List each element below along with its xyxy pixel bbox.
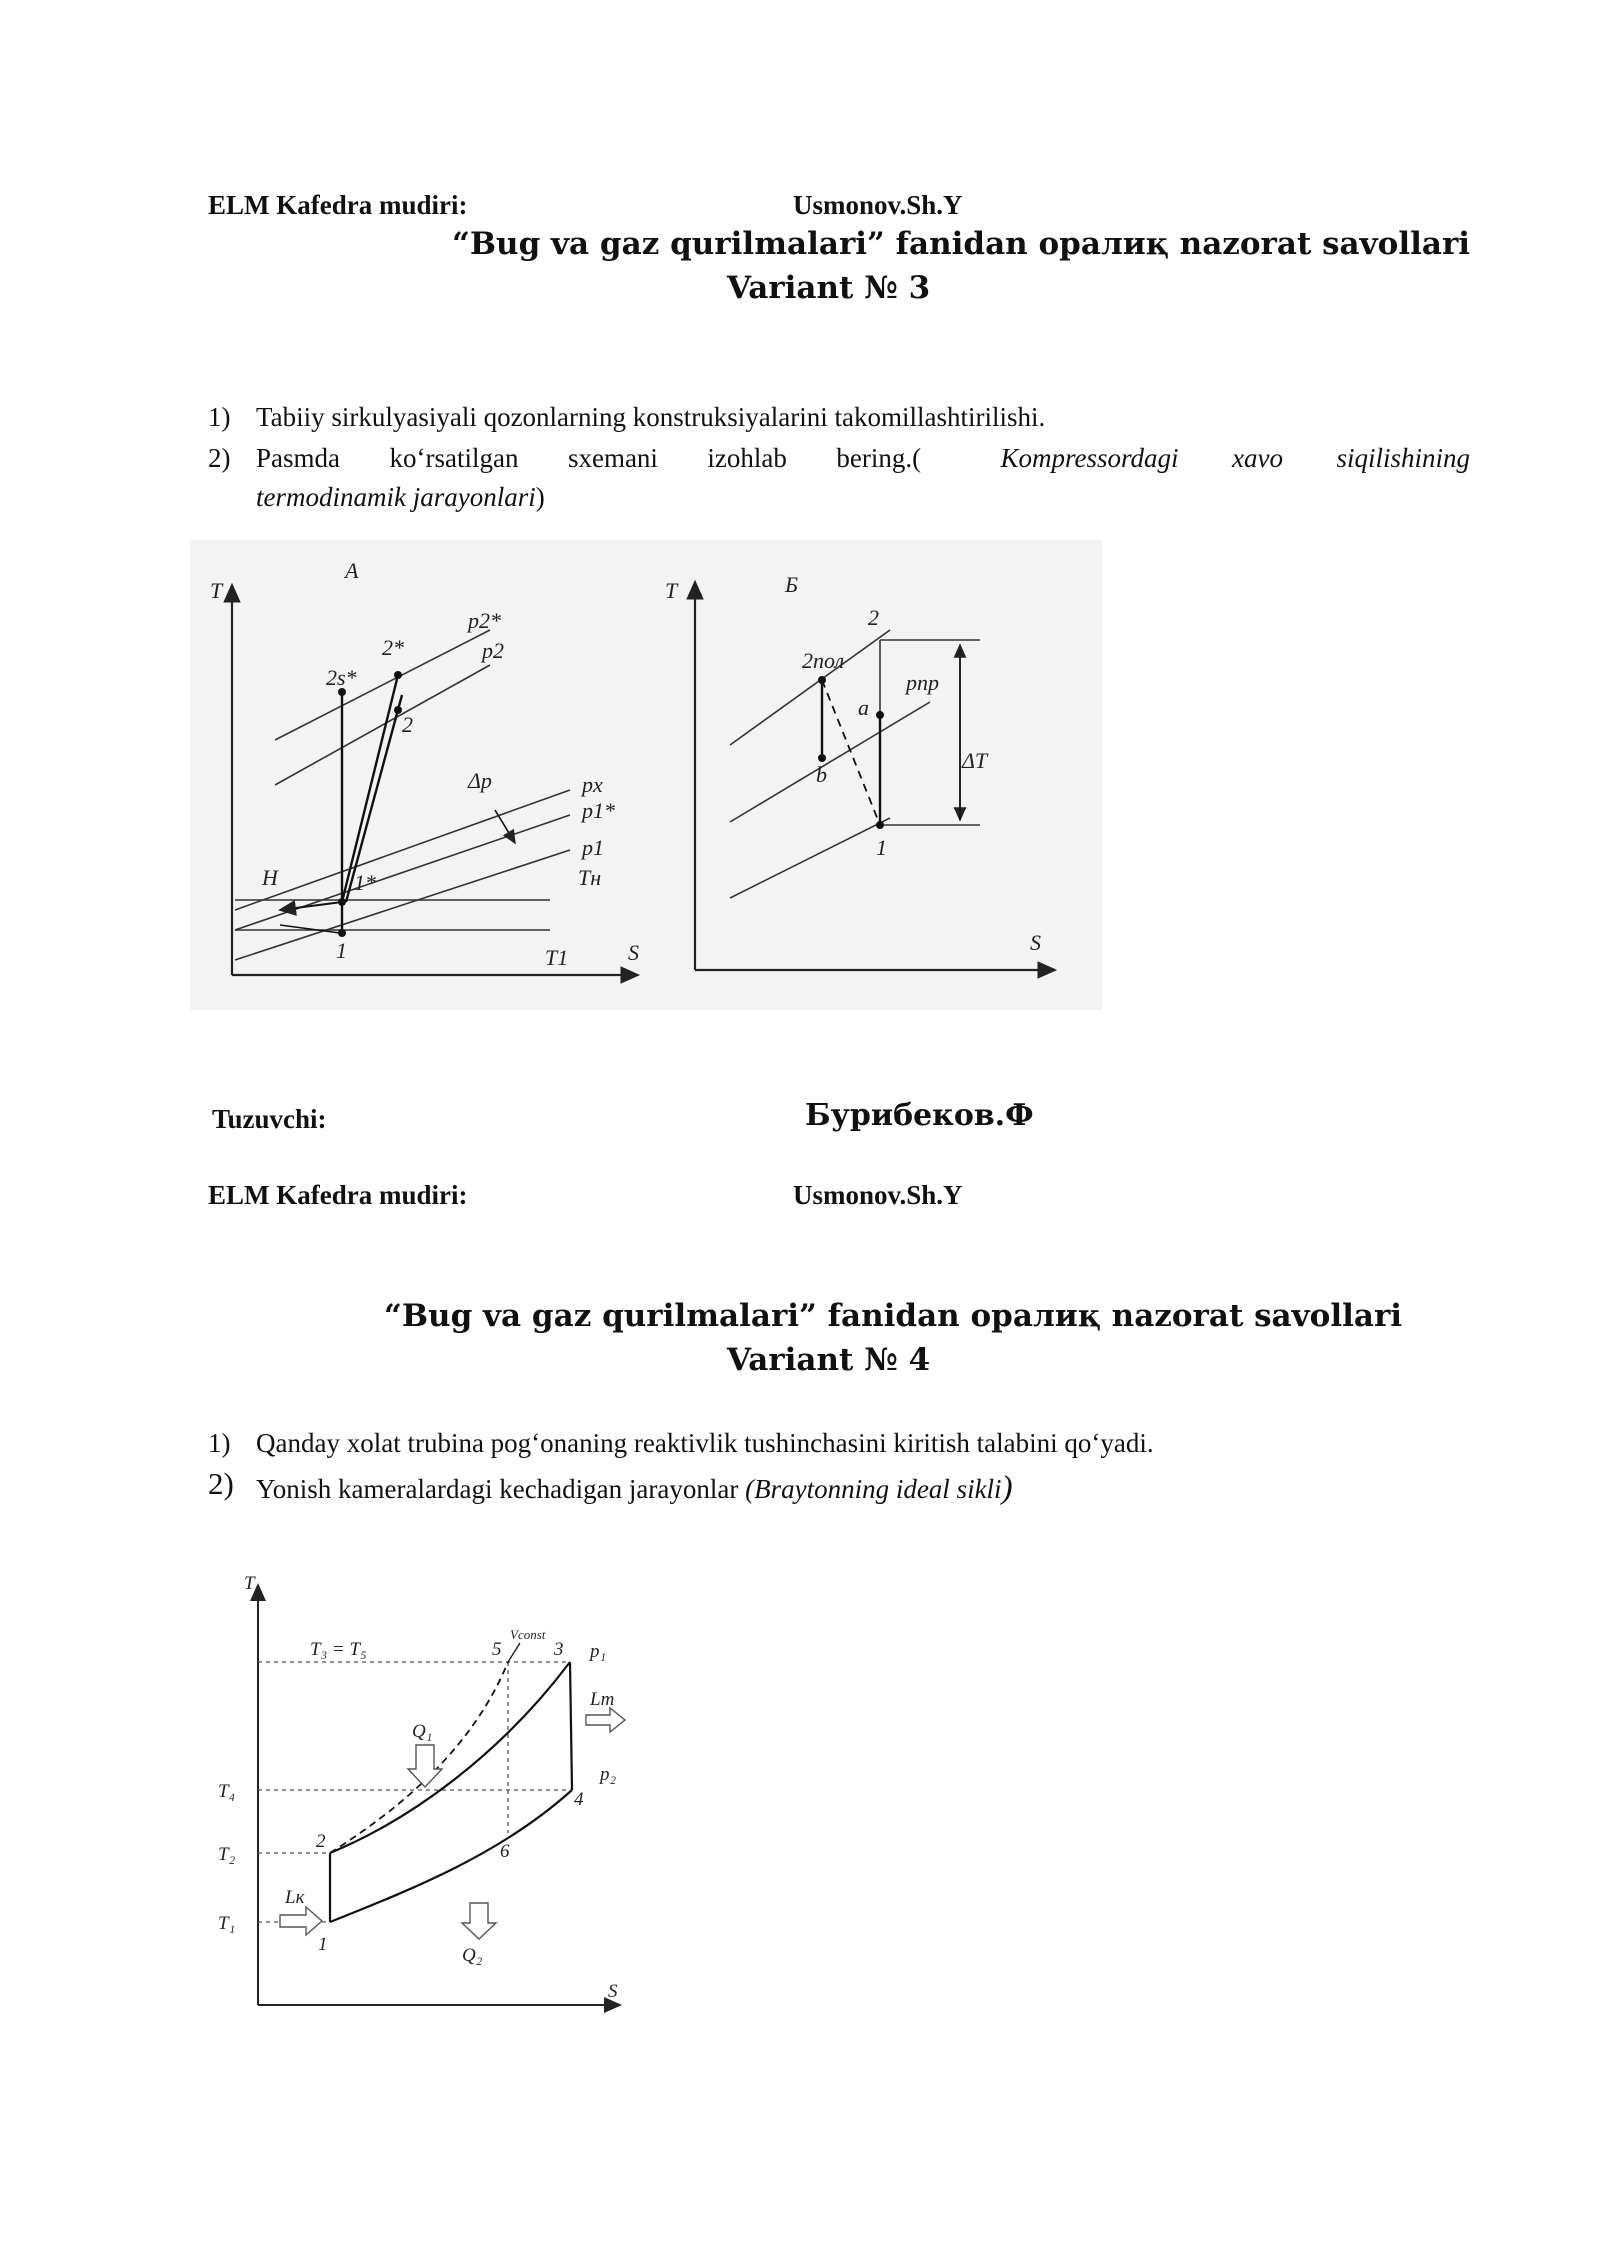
brayton-p1: p₁ [590,1641,607,1662]
label-2s-star: 2s* [326,665,357,690]
v4-q2-italic: (Braytonning ideal sikli [745,1474,1002,1504]
head-label: ELM Kafedra mudiri: [208,190,468,220]
r-label-2: 2 [868,605,879,630]
head-name: Usmonov.Sh.Y [793,190,963,220]
title-variant-4: “Bug va gaz qurilmalari” fanidan оралиқ nazorat savollari [384,1298,1403,1334]
label-p1: p1 [582,835,604,860]
label-t1: T1 [545,945,569,970]
r-label-ppr: pпр [906,670,939,695]
label-2: 2 [402,712,413,737]
right-diagram-label: Б [785,572,798,597]
brayton-point-3: 3 [554,1639,564,1660]
compiler-label: Tuzuvchi: [212,1104,327,1134]
label-tn: Tн [578,865,602,890]
r-label-a: a [858,695,869,720]
brayton-vconst: Vconst [510,1627,546,1642]
brayton-q1: Q₁ [412,1721,433,1742]
q2-line-1 [256,443,1470,474]
variant-4-number: Variant № 4 [727,1342,931,1378]
label-1: 1 [336,938,347,963]
head2-label: ELM Kafedra mudiri: [208,1180,468,1210]
brayton-axis-t: T [244,1573,255,1594]
label-1star: 1* [354,870,376,895]
brayton-point-5: 5 [492,1639,502,1660]
q2-number: 2) [208,443,231,473]
left-axis-t-label: T [210,578,223,603]
variant-3-number: Variant № 3 [727,270,931,306]
q1-number: 1) [208,402,231,432]
brayton-p2: p₂ [600,1764,617,1785]
brayton-point-4: 4 [574,1789,584,1810]
brayton-lt: Lт [590,1689,615,1710]
brayton-point-1: 1 [318,1934,328,1955]
left-diagram-label: А [345,558,359,583]
compressor-ts-diagram [190,540,1102,1010]
v4-q2-number: 2) [208,1466,234,1501]
v4-q1-text: Qanday xolat trubina pog‘onaning reaktivlik tushinchasini kiritish talabini qo‘yadi. [256,1428,1154,1458]
label-px: px [582,772,603,797]
brayton-t3-t5: T₃ = T₅ [310,1639,367,1660]
r-label-b: b [816,762,827,787]
v4-q1-number: 1) [208,1428,231,1458]
brayton-t1: T₁ [218,1913,236,1934]
r-label-2pol: 2пол [802,648,845,673]
title-variant-3: “Bug va gaz qurilmalari” fanidan оралиқ nazorat savollari [452,226,1471,262]
q2-close: ) [535,482,545,512]
label-n: Н [262,865,278,890]
label-2star: 2* [382,635,404,660]
r-label-dt: ΔT [962,748,988,773]
brayton-point-6: 6 [500,1841,510,1862]
r-label-1: 1 [876,835,887,860]
label-p2: p2 [482,638,504,663]
label-p1-star: p1* [582,798,615,823]
brayton-t4: T₄ [218,1781,236,1802]
q2-line-2 [256,482,545,513]
head2-name: Usmonov.Sh.Y [793,1180,963,1210]
brayton-lk: Lк [285,1887,305,1908]
brayton-ts-diagram [170,1565,690,2045]
label-p2-star: p2* [468,608,501,633]
q2-italic-2: termodinamik jarayonlari [256,482,536,512]
brayton-t2: T₂ [218,1844,236,1865]
q2-italic: Kompressordagi xavo siqilishining [1000,443,1470,473]
v4-q2-close: ) [1001,1470,1013,1506]
brayton-q2: Q₂ [462,1945,483,1966]
right-axis-t-label: T [665,578,678,603]
q1-text: Tabiiy sirkulyasiyali qozonlarning konstruksiyalarini takomillashtirilishi. [256,402,1046,432]
brayton-point-2: 2 [316,1831,326,1852]
left-axis-s-label: S [628,940,639,965]
label-dp: Δp [468,768,492,793]
brayton-axis-s: S [608,1981,618,2002]
v4-q2-text: Yonish kameralardagi kechadigan jarayonlar [256,1474,746,1504]
right-axis-s-label: S [1030,930,1041,955]
compiler-name: Бурибеков.Ф [805,1098,1034,1133]
v4-q2-line [256,1470,1013,1507]
q2-text: Pasmda ko‘rsatilgan sxemani izohlab bering.( [256,443,922,473]
